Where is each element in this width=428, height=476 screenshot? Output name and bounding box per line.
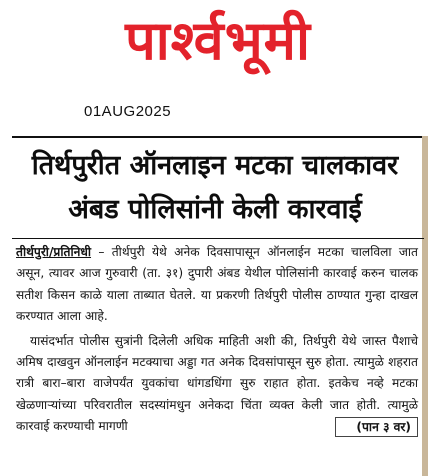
continued-on-page-note: (पान ३ वर) [335, 417, 418, 437]
headline-line-2: अंबड पोलिसांनी केली कारवाई [68, 194, 362, 225]
article-dateline: तीर्थपुरी/प्रतिनिधी [16, 245, 92, 259]
article-body [16, 242, 418, 438]
publication-date: 01AUG2025 [84, 103, 172, 120]
newspaper-masthead [0, 6, 428, 86]
masthead-logo-text: पार्श्वभूमी [125, 9, 311, 72]
article-paragraph-2-text: यासंदर्भात पोलीस सुत्रांनी दिलेली अधिक माहिती अशी की, तिर्थपुरी येथे जास्त पैशाचे अमिष दाखवुन ऑनलाईन मटक्याचा अड्डा गत अनेक दिवसांपासून सुरु होता. त्यामुळे शहरात रात्री बारा–बारा वाजेपर्यंत युवकांचा धांगडधिंगा सुरु राहात होता. इतकेच नव्हे मटका खेळणाऱ्यांच्या परिवरातील सदस्यांमधुन अनेकदा चिंता व्यक्त केली जात होती. त्यामुळे कारवाई करण्याची मागणी [16, 333, 418, 434]
headline-bottom-rule [12, 238, 424, 239]
headline-top-rule [12, 136, 424, 138]
adjacent-column-edge [422, 136, 428, 476]
article-paragraph-2 [16, 331, 418, 438]
article-paragraph-1 [16, 242, 418, 328]
headline-line-1: तिर्थपुरीत ऑनलाइन मटका चालकावर [31, 150, 399, 181]
article-paragraph-1-text: – तीर्थपुरी येथे अनेक दिवसापासून ऑनलाईन मटका चालविला जात असून, त्यावर आज गुरुवारी (ता. ३१) दुपारी अंबड येथील पोलिसांनी कारवाई करुन चालक सतीश किसन काळे याला ताब्यात घेतले. या प्रकरणी तिर्थपुरी पोलीस ठाण्यात गुन्हा दाखल करण्यात आला आहे. [16, 245, 418, 324]
